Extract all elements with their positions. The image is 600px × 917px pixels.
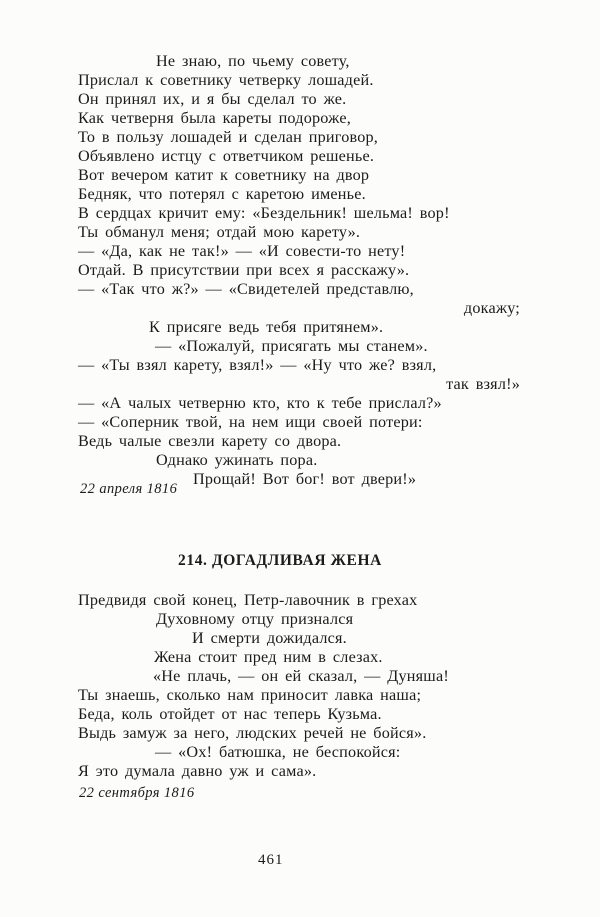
poem-line: Отдай. В присутствии при всех я расскажу». [78, 261, 410, 279]
poem-214-date: 22 сентября 1816 [79, 785, 195, 801]
poem-line: Однако ужинать пора. [156, 451, 318, 469]
poem-213-continuation [78, 52, 520, 489]
poem-line: Жена стоит пред ним в слезах. [154, 648, 383, 666]
poem-line: «Не плачь, — он ей сказал, — Дуняша! [153, 667, 449, 685]
poem-214-title: 214. ДОГАДЛИВАЯ ЖЕНА [178, 552, 382, 569]
poem-line: Он принял их, и я бы сделал то же. [78, 90, 347, 108]
poem-line: — «А чалых четверню кто, кто к тебе прислал?» [78, 394, 442, 412]
poem-line: И смерти дожидался. [192, 629, 347, 647]
poem-line: — «Так что ж?» — «Свидетелей представлю, [78, 280, 414, 298]
poem-line: То в пользу лошадей и сделан приговор, [78, 128, 379, 146]
poem-line: Не знаю, по чьему совету, [156, 52, 350, 70]
poem-line: Прощай! Вот бог! вот двери!» [193, 470, 417, 488]
page-number: 461 [258, 852, 284, 868]
poem-line: Беда, коль отойдет от нас теперь Кузьма. [78, 705, 382, 723]
poem-line: Ты обманул меня; отдай мою карету». [78, 223, 361, 241]
poem-line: — «Ох! батюшка, не беспокойся: [155, 743, 401, 761]
poem-line: докажу; [463, 299, 520, 317]
poem-line: Духовному отцу признался [156, 610, 354, 628]
poem-line: Ты знаешь, сколько нам приносит лавка наша; [78, 686, 422, 704]
poem-line: — «Да, как не так!» — «И совести-то нету! [78, 242, 406, 260]
poem-line: Как четверня была кареты подороже, [78, 109, 351, 127]
poem-line: В сердцах кричит ему: «Бездельник! шельма! вор! [78, 204, 450, 222]
poem-line: Прислал к советнику четверку лошадей. [78, 71, 374, 89]
poem-line: так взял!» [446, 375, 520, 393]
poem-214-text [78, 591, 520, 781]
poem-line: — «Соперник твой, на нем ищи своей потери: [78, 413, 423, 431]
poem-line: — «Ты взял карету, взял!» — «Ну что же? взял, [78, 356, 437, 374]
poem-line: Выдь замуж за него, людских речей не бойся». [78, 724, 427, 742]
poem-line: Я это думала давно уж и сама». [78, 762, 317, 780]
poem-line: Бедняк, что потерял с каретою именье. [78, 185, 366, 203]
poem-line: Ведь чалые свезли карету со двора. [78, 432, 342, 450]
poem-213-date: 22 апреля 1816 [80, 481, 178, 497]
poem-line: — «Пожалуй, присягать мы станем». [155, 337, 428, 355]
poem-line: Объявлено истцу с ответчиком решенье. [78, 147, 375, 165]
poem-line: Предвидя свой конец, Петр-лавочник в грехах [78, 591, 418, 609]
poem-line: К присяге ведь тебя притянем». [149, 318, 384, 336]
poem-line: Вот вечером катит к советнику на двор [78, 166, 370, 184]
